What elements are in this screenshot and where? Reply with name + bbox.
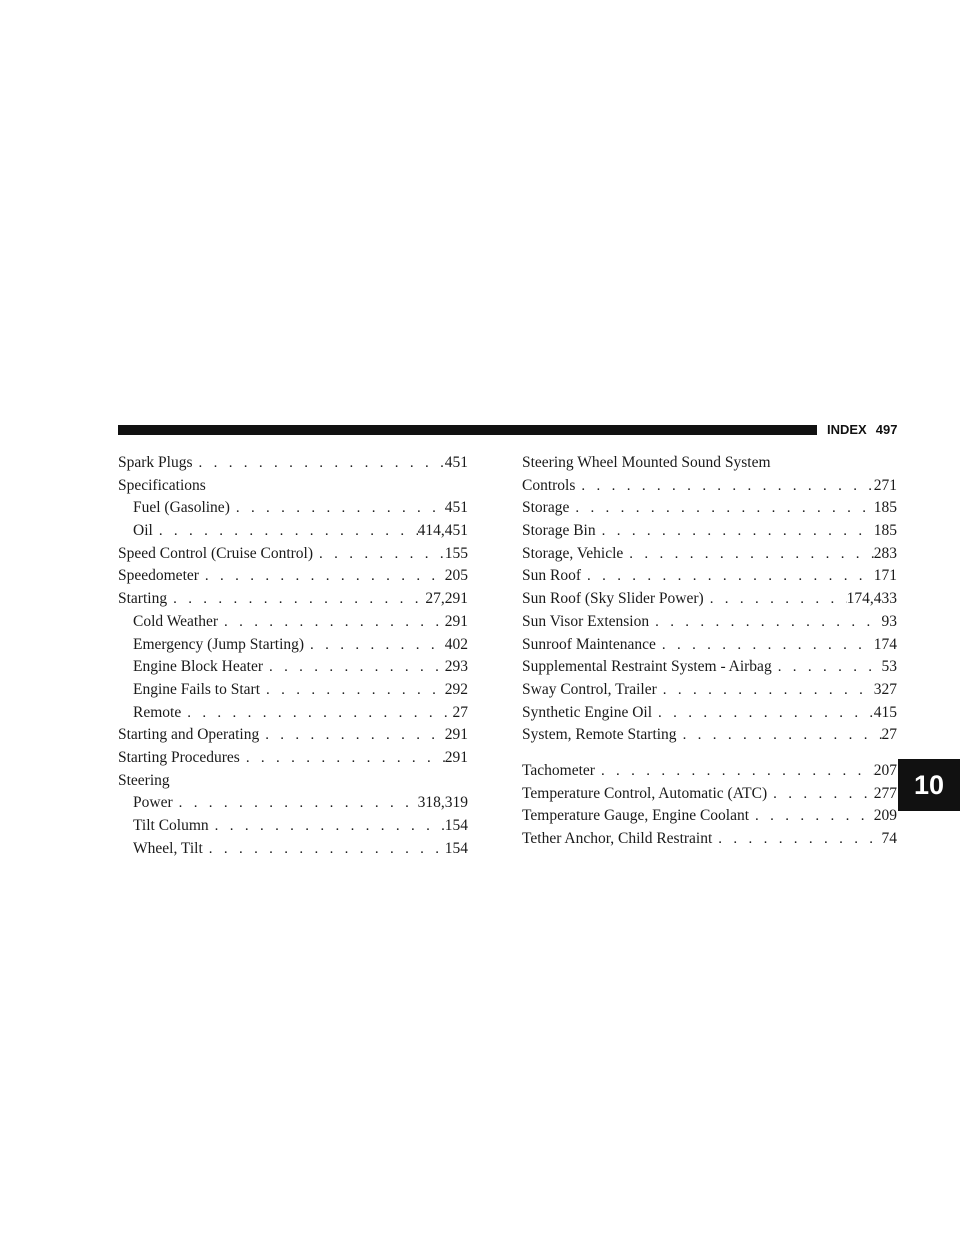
index-entry xyxy=(522,520,897,543)
index-entry xyxy=(118,565,468,588)
index-page-ref[interactable]: 155 xyxy=(444,544,468,562)
page-number: 497 xyxy=(875,422,898,437)
dot-leader xyxy=(595,760,874,783)
dot-leader xyxy=(230,497,445,520)
index-page-ref[interactable]: 27 xyxy=(881,726,897,744)
index-page-ref[interactable]: 451 xyxy=(444,454,468,471)
index-entry xyxy=(522,656,897,679)
index-term: Sun Roof (Sky Slider Power) xyxy=(522,590,704,608)
dot-leader xyxy=(313,543,445,566)
index-term: Temperature Gauge, Engine Coolant xyxy=(522,807,750,825)
index-entry xyxy=(522,611,897,634)
dot-leader xyxy=(209,815,445,838)
index-term: System, Remote Starting xyxy=(522,726,677,744)
index-term: Tether Anchor, Child Restraint xyxy=(522,830,713,847)
index-term: Steering xyxy=(118,771,170,789)
index-column-left xyxy=(118,452,468,860)
index-term: Speed Control (Cruise Control) xyxy=(118,544,314,562)
index-page-ref[interactable]: 414,451 xyxy=(417,522,468,540)
index-column-right xyxy=(522,452,897,851)
index-term: Supplemental Restraint System - Airbag xyxy=(522,658,772,676)
index-page-ref[interactable]: 271 xyxy=(873,476,897,494)
dot-leader xyxy=(581,565,874,588)
index-term: Oil xyxy=(133,522,153,540)
index-entry xyxy=(522,828,897,851)
index-term: Sun Roof xyxy=(522,567,581,585)
index-subentry xyxy=(118,792,468,815)
index-entry xyxy=(522,783,897,806)
index-term: Speedometer xyxy=(118,567,199,585)
index-page-ref[interactable]: 327 xyxy=(873,680,897,698)
index-term: Emergency (Jump Starting) xyxy=(133,635,305,653)
dot-leader xyxy=(772,656,882,679)
index-entry xyxy=(118,543,468,566)
dot-leader xyxy=(767,783,874,806)
index-term: Synthetic Engine Oil xyxy=(522,703,653,721)
dot-leader xyxy=(652,702,874,725)
index-term: Wheel, Tilt xyxy=(133,839,203,857)
index-term: Engine Block Heater xyxy=(133,658,263,676)
dot-leader xyxy=(153,520,418,543)
index-term: Power xyxy=(133,794,173,812)
dot-leader xyxy=(193,452,445,475)
dot-leader xyxy=(575,475,873,498)
index-page-ref[interactable]: 174,433 xyxy=(846,590,897,608)
index-term: Steering Wheel Mounted Sound System xyxy=(522,454,771,471)
index-term: Storage xyxy=(522,499,570,517)
index-term: Starting Procedures xyxy=(118,748,240,766)
index-entry xyxy=(118,747,468,770)
index-entry xyxy=(118,452,468,475)
index-page-ref[interactable]: 415 xyxy=(873,703,897,721)
index-page-ref[interactable]: 93 xyxy=(881,612,897,630)
dot-leader xyxy=(623,543,873,566)
dot-leader xyxy=(712,828,881,851)
dot-leader xyxy=(649,611,881,634)
index-entry xyxy=(118,475,468,498)
index-term: Controls xyxy=(522,476,576,494)
index-term: Starting and Operating xyxy=(118,726,260,744)
index-entry xyxy=(522,543,897,566)
chapter-tab[interactable]: 10 xyxy=(898,759,960,811)
index-subentry xyxy=(118,634,468,657)
index-page-ref[interactable]: 318,319 xyxy=(417,794,468,812)
header-section-label: INDEX xyxy=(827,422,867,437)
index-page-ref[interactable]: 283 xyxy=(873,544,897,562)
dot-leader xyxy=(656,634,874,657)
dot-leader xyxy=(181,702,452,725)
running-header xyxy=(827,422,897,438)
index-subentry xyxy=(118,520,468,543)
dot-leader xyxy=(749,805,874,828)
index-subentry xyxy=(118,656,468,679)
index-term: Sway Control, Trailer xyxy=(522,680,657,698)
index-entry xyxy=(522,724,897,747)
index-entry xyxy=(522,452,897,475)
index-entry xyxy=(522,679,897,702)
dot-leader xyxy=(677,724,882,747)
index-entry xyxy=(522,760,897,783)
index-subentry xyxy=(118,838,468,861)
index-entry xyxy=(118,770,468,793)
dot-leader xyxy=(596,520,874,543)
index-term: Sun Visor Extension xyxy=(522,612,650,630)
index-entry xyxy=(522,565,897,588)
dot-leader xyxy=(569,497,873,520)
index-entry xyxy=(522,475,897,498)
index-term: Fuel (Gasoline) xyxy=(133,499,230,517)
dot-leader xyxy=(240,747,445,770)
index-subentry xyxy=(118,679,468,702)
index-subentry xyxy=(118,815,468,838)
index-term: Starting xyxy=(118,590,168,608)
dot-leader xyxy=(263,656,445,679)
index-page-ref[interactable]: 185 xyxy=(873,499,897,517)
index-subentry xyxy=(118,611,468,634)
index-page-ref[interactable]: 291 xyxy=(444,726,468,744)
index-term: Tilt Column xyxy=(133,817,209,834)
index-entry xyxy=(522,634,897,657)
index-page-ref[interactable]: 171 xyxy=(873,567,897,585)
index-subentry xyxy=(118,497,468,520)
index-page-ref[interactable]: 293 xyxy=(444,658,468,676)
index-page-ref[interactable]: 277 xyxy=(873,784,897,802)
index-subentry xyxy=(118,702,468,725)
index-page-ref[interactable]: 291 xyxy=(444,748,468,766)
dot-leader xyxy=(199,565,445,588)
index-page-ref[interactable]: 154 xyxy=(444,839,468,857)
index-term: Spark Plugs xyxy=(118,454,193,471)
index-page-ref[interactable]: 291 xyxy=(444,612,468,630)
index-page-ref[interactable]: 174 xyxy=(873,635,897,653)
dot-leader xyxy=(657,679,874,702)
index-term: Specifications xyxy=(118,476,206,494)
index-page-ref[interactable]: 205 xyxy=(444,567,468,585)
index-page-ref[interactable]: 402 xyxy=(444,635,468,653)
dot-leader xyxy=(260,679,445,702)
dot-leader xyxy=(218,611,445,634)
dot-leader xyxy=(173,792,418,815)
index-term: Sunroof Maintenance xyxy=(522,635,656,653)
index-page-ref[interactable]: 27 xyxy=(452,703,468,721)
index-page-ref[interactable]: 53 xyxy=(881,658,897,676)
index-term: Engine Fails to Start xyxy=(133,680,261,698)
header-rule xyxy=(118,425,817,435)
index-term: Tachometer xyxy=(522,761,595,779)
index-entry xyxy=(118,724,468,747)
index-page-ref[interactable]: 292 xyxy=(444,680,468,698)
index-entry xyxy=(522,805,897,828)
index-entry xyxy=(118,588,468,611)
dot-leader xyxy=(167,588,425,611)
index-term: Remote xyxy=(133,703,182,721)
index-entry xyxy=(522,702,897,725)
index-page-ref[interactable]: 451 xyxy=(444,499,468,517)
dot-leader xyxy=(259,724,445,747)
dot-leader xyxy=(203,838,445,861)
dot-leader xyxy=(304,634,445,657)
index-term: Storage Bin xyxy=(522,522,596,540)
index-page-ref[interactable]: 27,291 xyxy=(425,590,468,608)
index-page-ref[interactable]: 74 xyxy=(881,830,897,847)
dot-leader xyxy=(704,588,847,611)
index-term: Storage, Vehicle xyxy=(522,544,624,562)
index-page-ref[interactable]: 209 xyxy=(873,807,897,825)
index-page-ref[interactable]: 154 xyxy=(444,817,468,834)
index-term: Temperature Control, Automatic (ATC) xyxy=(522,784,768,802)
index-page-ref[interactable]: 185 xyxy=(873,522,897,540)
index-page-ref[interactable]: 207 xyxy=(873,761,897,779)
index-entry xyxy=(522,588,897,611)
index-term: Cold Weather xyxy=(133,612,218,630)
index-entry xyxy=(522,497,897,520)
